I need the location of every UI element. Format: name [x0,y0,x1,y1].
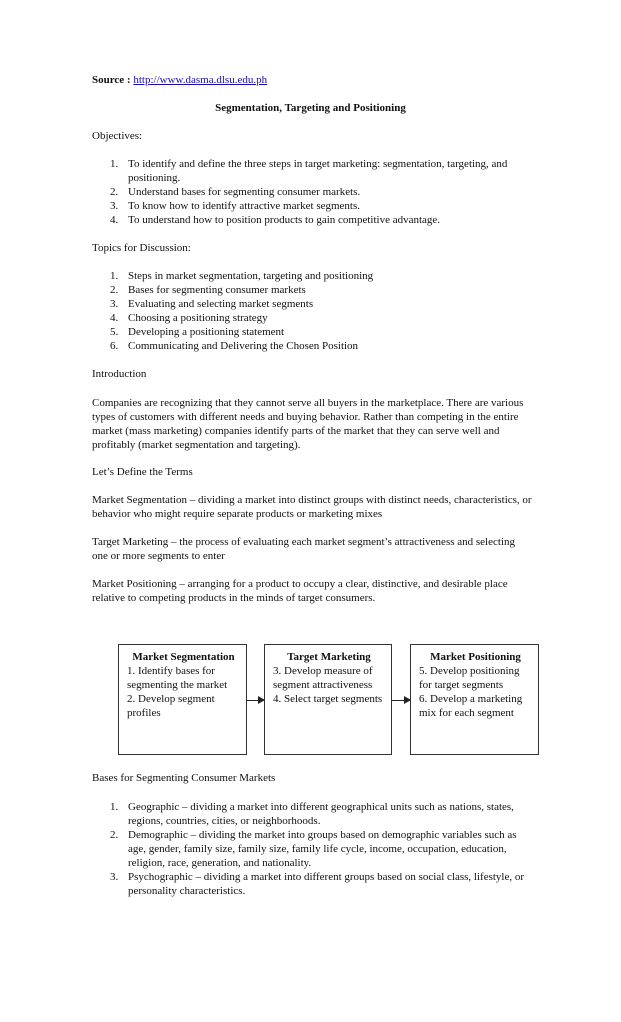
targeting-step: 4. Select target segments [273,693,383,705]
term-positioning: Market Positioning – arranging for a product to occupy a clear, distinctive, and desirable place relative to competing products in the minds of target consumers. [92,578,508,604]
topics-heading: Topics for Discussion: [92,242,191,254]
objectives-list [92,157,532,227]
list-item: 2. Demographic – dividing the market into groups based on demographic variables such as age, gender, family size, family size, family life cycle, income, occupation, education, religion, race, generation, and nationality. [110,829,517,869]
list-item: 4. Choosing a positioning strategy [110,312,268,324]
positioning-box-title: Market Positioning [430,651,521,663]
list-item: 1. Steps in market segmentation, targeting and positioning [110,270,374,282]
term-segmentation: Market Segmentation – dividing a market into distinct groups with distinct needs, characteristics, or behavior who might require separate products or marketing mixes [92,494,532,520]
bases-heading: Bases for Segmenting Consumer Markets [92,772,276,784]
objectives-heading: Objectives: [92,130,143,142]
targeting-step: 3. Develop measure of segment attractiveness [273,665,373,691]
list-item: 1. To identify and define the three steps in target marketing: segmentation, targeting, and positioning. [110,158,508,184]
introduction-heading: Introduction [92,368,147,380]
segmentation-step: 1. Identify bases for segmenting the market [127,665,228,691]
topics-list [92,269,532,353]
segmentation-box-title: Market Segmentation [132,651,235,663]
targeting-box-title: Target Marketing [287,651,371,663]
segmentation-box [118,644,247,755]
flow-arrow [247,700,264,701]
list-item: 3. Evaluating and selecting market segments [110,298,314,310]
positioning-step: 5. Develop positioning for target segments [419,665,520,691]
terms-heading: Let’s Define the Terms [92,466,193,478]
introduction-body: Companies are recognizing that they cannot serve all buyers in the marketplace. There are various types of customers with different needs and buying behavior. Rather than competing in the entire market (mass marketing) companies identify parts of the market that they can serve well and profitably (market segmentation and targeting). [92,397,524,451]
source-line [92,73,532,87]
list-item: 5. Developing a positioning statement [110,326,285,338]
list-item: 2. Bases for segmenting consumer markets [110,284,306,296]
targeting-box [264,644,392,755]
positioning-box [410,644,539,755]
flow-arrow [392,700,410,701]
list-item: 3. To know how to identify attractive market segments. [110,200,361,212]
list-item: 1. Geographic – dividing a market into different geographical units such as nations, states, regions, countries, cities, or neighborhoods. [110,801,514,827]
term-targeting: Target Marketing – the process of evaluating each market segment’s attractiveness and selecting one or more segments to enter [92,536,515,562]
list-item: 3. Psychographic – dividing a market into different groups based on social class, lifestyle, or personality characteristics. [110,871,525,897]
segmentation-step: 2. Develop segment profiles [127,693,215,719]
list-item: 4. To understand how to position products to gain competitive advantage. [110,214,441,226]
list-item: 6. Communicating and Delivering the Chosen Position [110,340,359,352]
positioning-step: 6. Develop a marketing mix for each segment [419,693,523,719]
document-title: Segmentation, Targeting and Positioning [215,102,406,114]
bases-list [92,800,532,898]
source-label: Source : [92,74,131,86]
source-link[interactable]: http://www.dasma.dlsu.edu.ph [133,74,268,86]
list-item: 2. Understand bases for segmenting consumer markets. [110,186,361,198]
